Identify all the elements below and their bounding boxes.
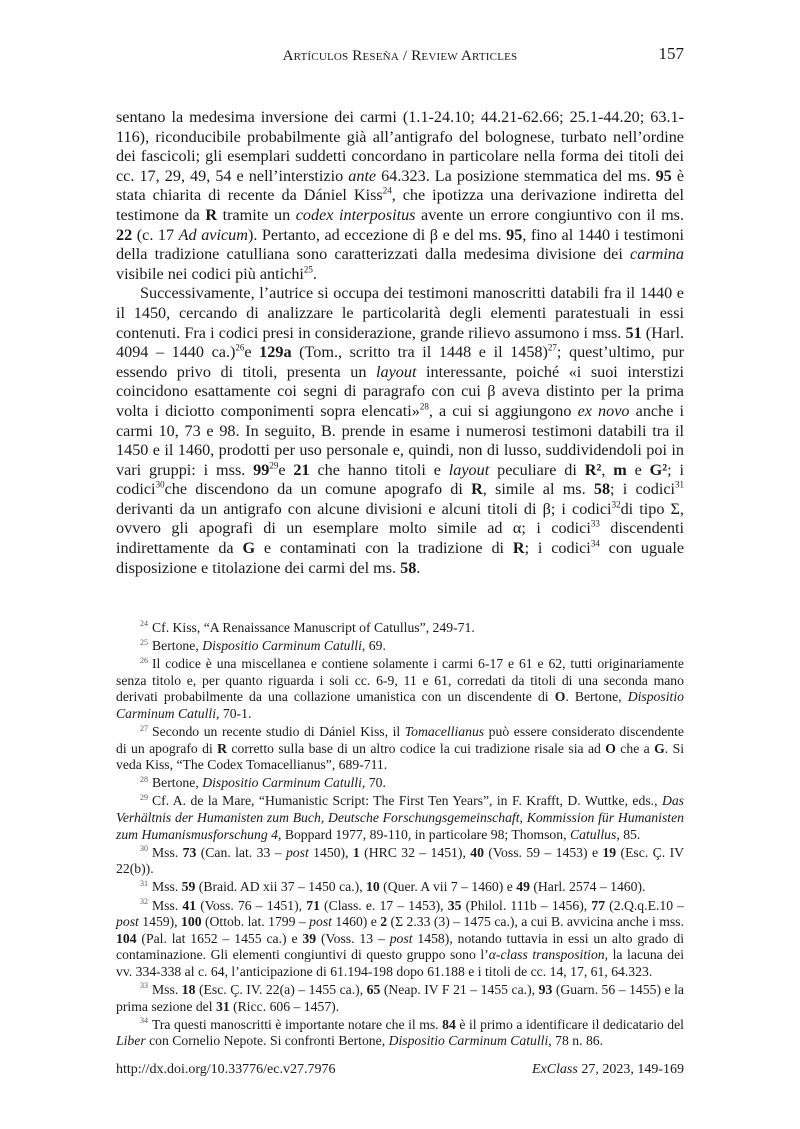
bold-text: R xyxy=(471,480,483,499)
text-run: (Σ 2.33 (3) – 1475 ca.), a cui B. avvicina anche i mss. xyxy=(387,914,684,930)
footnote-ref[interactable]: 32 xyxy=(611,499,621,510)
text-run: , la lacuna dei vv. 334-338 al c. 64, l’anticipazione di 61.194-198 dopo 61.188 e i titoli de cc. 14, 17, 61, 64.323. xyxy=(116,947,684,979)
journal-citation xyxy=(532,1062,684,1078)
bold-text: 129a xyxy=(259,343,292,362)
footnote-number: 25 xyxy=(140,637,148,647)
bold-text: 71 xyxy=(306,897,320,913)
main-text xyxy=(116,108,684,578)
footnote-number: 33 xyxy=(140,981,148,991)
italic-text: Dispositio Carminum Catulli xyxy=(202,775,362,791)
footnote-25 xyxy=(116,638,684,655)
text-run: ; quest’ultimo, pur essendo privo di titoli, presenta un xyxy=(116,343,685,381)
text-run: (Harl. 4094 – 1440 ca.) xyxy=(116,323,685,362)
text-run: 1460) e xyxy=(332,914,381,930)
text-run: (2.Q.q.E.10 – xyxy=(605,897,685,913)
bold-text: 100 xyxy=(181,914,202,930)
text-run: ; i codici xyxy=(610,480,675,499)
bold-text: 21 xyxy=(293,460,310,479)
text-run: (Philol. 111b – 1456), xyxy=(461,897,592,913)
footnote-ref[interactable]: 34 xyxy=(590,538,600,549)
bold-text: 22 xyxy=(116,225,133,244)
text-run: (Esc. Ç. IV. 22(a) – 1455 ca.), xyxy=(195,981,367,997)
text-run: che hanno titoli e xyxy=(309,460,449,479)
text-run: (Quer. A vii 7 – 1460) e xyxy=(379,879,517,895)
text-run: Successivamente, l’autrice si occupa dei testimoni manoscritti databili fra il 1440 e il 1450, cercando di analizzare le particolarità degli elementi paratestuali in essi contenuti. Fra i codici presi in considerazione, grande rilievo assumono i mss. xyxy=(116,284,684,342)
text-run: discendenti indirettamente da xyxy=(116,519,684,558)
text-run: . xyxy=(312,264,317,283)
text-run: , 70-1. xyxy=(216,705,252,721)
bold-text: G² xyxy=(649,460,668,479)
text-run: , 85. xyxy=(616,826,641,842)
text-run: (Can. lat. 33 – xyxy=(196,844,286,860)
text-run: 64.323. La posizione stemmatica del ms. xyxy=(376,166,656,185)
text-run: avente un errore congiuntivo con il ms. xyxy=(415,205,685,224)
text-run: con Cornelio Nepote. Si confronti Bertone, xyxy=(145,1033,389,1049)
text-run: Cf. Kiss, “A Renaissance Manuscript of Catullus”, 249-71. xyxy=(152,620,475,635)
text-run: corretto sulla base di un altro codice la cui tradizione risale sia ad xyxy=(227,740,606,756)
footnote-29 xyxy=(116,793,684,843)
italic-text: Tomacellianus xyxy=(404,724,485,740)
text-run: (Pal. lat 1652 – 1455 ca.) e xyxy=(136,930,303,946)
bold-text: R xyxy=(205,205,218,224)
bold-text: 99 xyxy=(253,460,270,479)
paragraph-1 xyxy=(116,108,684,284)
bold-text: 93 xyxy=(538,981,553,997)
bold-text: 77 xyxy=(591,897,606,913)
bold-text: m xyxy=(613,460,627,479)
text-run: , che ipotizza una derivazione indiretta del testimone da xyxy=(116,186,684,224)
bold-text: 65 xyxy=(366,981,381,997)
text-run: 1450), xyxy=(308,844,353,860)
italic-text: Dispositio Carminum Catulli xyxy=(388,1033,549,1049)
bold-text: 58 xyxy=(593,480,611,499)
text-run: . Bertone, xyxy=(565,689,628,705)
text-run: , 70. xyxy=(361,775,386,791)
footnote-26 xyxy=(116,656,684,722)
italic-text: ante xyxy=(348,166,377,185)
bold-text: 59 xyxy=(181,879,196,895)
text-run: che discendono da un comune apografo di xyxy=(164,480,472,499)
bold-text: 58 xyxy=(400,558,417,577)
text-run: può essere considerato discendente di un apografo di xyxy=(116,724,685,756)
text-run: Mss. xyxy=(152,879,182,895)
text-run: con uguale disposizione e titolazione dei carmi del ms. xyxy=(116,539,685,577)
text-run: (Class. e. 17 – 1453), xyxy=(319,897,448,913)
text-run: (Voss. 59 – 1453) e xyxy=(483,844,603,860)
text-run: Bertone, xyxy=(152,775,203,791)
text-run: è stata chiarita di recente da Dániel Kiss xyxy=(116,166,685,205)
footnote-ref[interactable]: 27 xyxy=(547,342,557,353)
footnote-number: 29 xyxy=(140,792,148,802)
text-run: Mss. xyxy=(152,897,183,913)
bold-text: 18 xyxy=(181,981,196,997)
italic-text: codex interpositus xyxy=(295,205,416,224)
text-run: anche i carmi 10, 73 e 98. In seguito, B. prende in esame i numerosi testimoni databili tra il 1450 e il 1460, prodotti per uso personale e, quindi, non di lusso, suddividendoli poi in vari gruppi: i mss. xyxy=(116,401,684,479)
text-run: e xyxy=(244,343,260,362)
italic-text: Dispositio Carminum Catulli xyxy=(116,689,684,721)
footnote-ref[interactable]: 28 xyxy=(419,401,429,412)
bold-text: R xyxy=(217,740,228,756)
bold-text: 49 xyxy=(516,879,530,895)
footnote-number: 34 xyxy=(140,1016,148,1026)
text-run: (Voss. 76 – 1451), xyxy=(196,897,307,913)
text-run: . Si veda Kiss, “The Codex Tomacellianus”, 689-711. xyxy=(116,740,684,773)
footnote-ref[interactable]: 26 xyxy=(235,342,245,353)
text-run: , xyxy=(601,460,614,479)
text-run: (Ottob. lat. 1799 – xyxy=(201,914,310,930)
italic-text: Ad avicum xyxy=(178,225,248,244)
bold-text: G xyxy=(242,539,256,558)
text-run: (Neap. IV F 21 – 1455 ca.), xyxy=(380,981,539,997)
italic-text: post xyxy=(285,844,309,860)
text-run: sentano la medesima inversione dei carmi (1.1-24.10; 44.21-62.66; 25.1-44.20; 63.1-116), riconducibile probabilmente già all’antigrafo del bolognese, turbato nell’ordine dei fascicoli; gli esemplari suddetti concordano in particolare nella forma dei titoli dei cc. 17, 29, 49, 54 e nell’interstizio xyxy=(116,108,684,185)
footnote-31 xyxy=(116,879,684,896)
bold-text: O xyxy=(605,740,616,756)
footnote-ref[interactable]: 25 xyxy=(303,264,313,275)
bold-text: 31 xyxy=(215,998,230,1014)
text-run: Mss. xyxy=(152,981,182,997)
text-run: (Esc. Ç. IV 22(b)). xyxy=(116,844,685,877)
bold-text: 84 xyxy=(442,1016,456,1032)
text-run: (HRC 32 – 1451), xyxy=(359,844,471,860)
bold-text: 95 xyxy=(655,166,672,185)
text-run: (Tom., scritto tra il 1448 e il 1458) xyxy=(291,343,548,362)
text-run: derivanti da un antigrafo con alcune divisioni e alcuni titoli di β; i codici xyxy=(116,499,612,518)
text-run: Il codice è una miscellanea e contiene solamente i carmi 6-17 e 61 e 62, tutti originariamente senza titolo e, per quanto riguarda i soli cc. 6-9, 11 e 61, corredati da titoli di una seconda mano derivati probabilmente da una collazione umanistica con un discendente di xyxy=(116,656,684,705)
text-run: Secondo un recente studio di Dániel Kiss, il xyxy=(152,724,405,740)
text-run: (Ricc. 606 – 1457). xyxy=(229,998,340,1014)
footnote-number: 31 xyxy=(140,878,148,888)
text-run: di tipo Σ, ovvero gli apografi di un esemplare molto simile ad α; i codici xyxy=(116,499,684,538)
italic-text: post xyxy=(116,914,139,930)
text-run: Mss. xyxy=(152,844,183,860)
footnote-number: 26 xyxy=(140,655,148,665)
bold-text: 51 xyxy=(625,323,642,342)
text-run: . xyxy=(416,558,421,577)
page-number: 157 xyxy=(658,44,684,63)
text-run: (c. 17 xyxy=(132,225,179,244)
italic-text: Dispositio Carminum Catulli xyxy=(202,638,362,654)
italic-text: post xyxy=(309,914,332,930)
footnote-number: 28 xyxy=(140,774,148,784)
text-run: Cf. A. de la Mare, “Humanistic Script: The First Ten Years”, in F. Krafft, D. Wuttke, eds., xyxy=(152,793,662,809)
footnote-ref[interactable]: 29 xyxy=(269,460,279,471)
italic-text: Catullus xyxy=(569,826,617,842)
doi-link[interactable]: http://dx.doi.org/10.33776/ec.v27.7976 xyxy=(116,1062,336,1077)
bold-text: 73 xyxy=(182,844,197,860)
text-run: peculiare di xyxy=(489,460,585,479)
italic-text: post xyxy=(389,930,413,946)
text-run: ; i codici xyxy=(116,460,684,499)
footnote-30 xyxy=(116,845,684,878)
footnote-ref[interactable]: 30 xyxy=(155,479,165,490)
text-run: e xyxy=(278,460,294,479)
text-run: ). Pertanto, ad eccezione di β e del ms. xyxy=(247,225,507,244)
running-head: Artículos Reseña / Review Articles xyxy=(282,48,518,64)
text-run: 1459), xyxy=(138,914,182,930)
footnotes xyxy=(116,620,684,1051)
footnote-32 xyxy=(116,898,684,981)
footnote-number: 27 xyxy=(140,723,148,733)
text-run: Bertone, xyxy=(152,638,203,654)
text-run: , fino al 1440 i testimoni della tradizione catulliana sono caratterizzati dalla medesima divisione dei xyxy=(116,225,684,264)
text-run: Tra questi manoscritti è importante notare che il ms. xyxy=(152,1016,443,1032)
footnote-24 xyxy=(116,620,684,637)
text-run: (Harl. 2574 – 1460). xyxy=(529,879,646,895)
bold-text: R xyxy=(512,539,525,558)
italic-text: layout xyxy=(448,460,490,479)
text-run: ; i codici xyxy=(524,539,591,558)
italic-text: Das Verhältnis der Humanisten zum Buch, Deutsche Forschungsgemeinschaft, Kommission für Humanisten zum Humanismusforschung 4 xyxy=(116,793,684,842)
citation-details: 27, 2023, 149-169 xyxy=(577,1062,684,1077)
footnote-ref[interactable]: 33 xyxy=(590,519,600,530)
text-run: , 69. xyxy=(361,638,386,654)
bold-text: 40 xyxy=(470,844,484,860)
text-run: (Voss. 13 – xyxy=(316,930,390,946)
bold-text: 104 xyxy=(116,930,137,946)
bold-text: 2 xyxy=(380,914,388,930)
text-run: tramite un xyxy=(217,205,296,224)
bold-text: 41 xyxy=(182,897,197,913)
text-run: , 78 n. 86. xyxy=(548,1033,604,1049)
bold-text: O xyxy=(554,689,566,705)
text-run: interessante, poiché «i suoi interstizi coincidono esattamente coi segni di paragrafo con cui β aveva distinto per la prima volta i diciotto componimenti sopra elencati» xyxy=(116,362,684,420)
footnote-ref[interactable]: 31 xyxy=(675,479,684,490)
footnote-number: 24 xyxy=(140,619,148,629)
text-run: e contaminati con la tradizione di xyxy=(255,539,513,558)
italic-text: carmina xyxy=(630,245,684,264)
italic-text: Liber xyxy=(116,1033,146,1049)
journal-name: ExClass xyxy=(531,1062,578,1077)
text-run: (Guarn. 56 – 1455) e la prima sezione del xyxy=(116,981,685,1014)
bold-text: 39 xyxy=(302,930,317,946)
bold-text: G xyxy=(654,740,665,756)
text-run: 1458), notando tuttavia in essi un alto grado di contaminazione. Gli elementi congiuntivi di questo gruppo sono l’ xyxy=(116,930,684,963)
text-run: è il primo a identificare il dedicatario del xyxy=(455,1016,684,1032)
bold-text: 10 xyxy=(366,879,380,895)
footnote-27 xyxy=(116,724,684,774)
italic-text: α-class transposition xyxy=(488,947,605,963)
text-run: che a xyxy=(615,740,655,756)
footnote-ref[interactable]: 24 xyxy=(382,185,392,196)
bold-text: 19 xyxy=(602,844,617,860)
paragraph-2 xyxy=(116,284,684,578)
text-run: , a cui si aggiungono xyxy=(428,401,578,420)
text-run: , simile al ms. xyxy=(482,480,594,499)
bold-text: R² xyxy=(584,460,602,479)
footnote-34 xyxy=(116,1017,684,1050)
bold-text: 35 xyxy=(447,897,462,913)
footnote-33 xyxy=(116,982,684,1015)
text-run: visibile nei codici più antichi xyxy=(116,264,304,283)
text-run: , Boppard 1977, 89-110, in particolare 98; Thomson, xyxy=(277,826,570,842)
footnote-28 xyxy=(116,775,684,792)
bold-text: 95 xyxy=(506,225,523,244)
footnote-number: 30 xyxy=(140,844,148,854)
italic-text: layout xyxy=(376,362,417,381)
page-header xyxy=(116,44,684,68)
bold-text: 1 xyxy=(352,844,360,860)
footnote-number: 32 xyxy=(140,896,148,906)
italic-text: ex novo xyxy=(577,401,630,420)
text-run: (Braid. AD xii 37 – 1450 ca.), xyxy=(195,879,367,895)
text-run: e xyxy=(626,460,650,479)
